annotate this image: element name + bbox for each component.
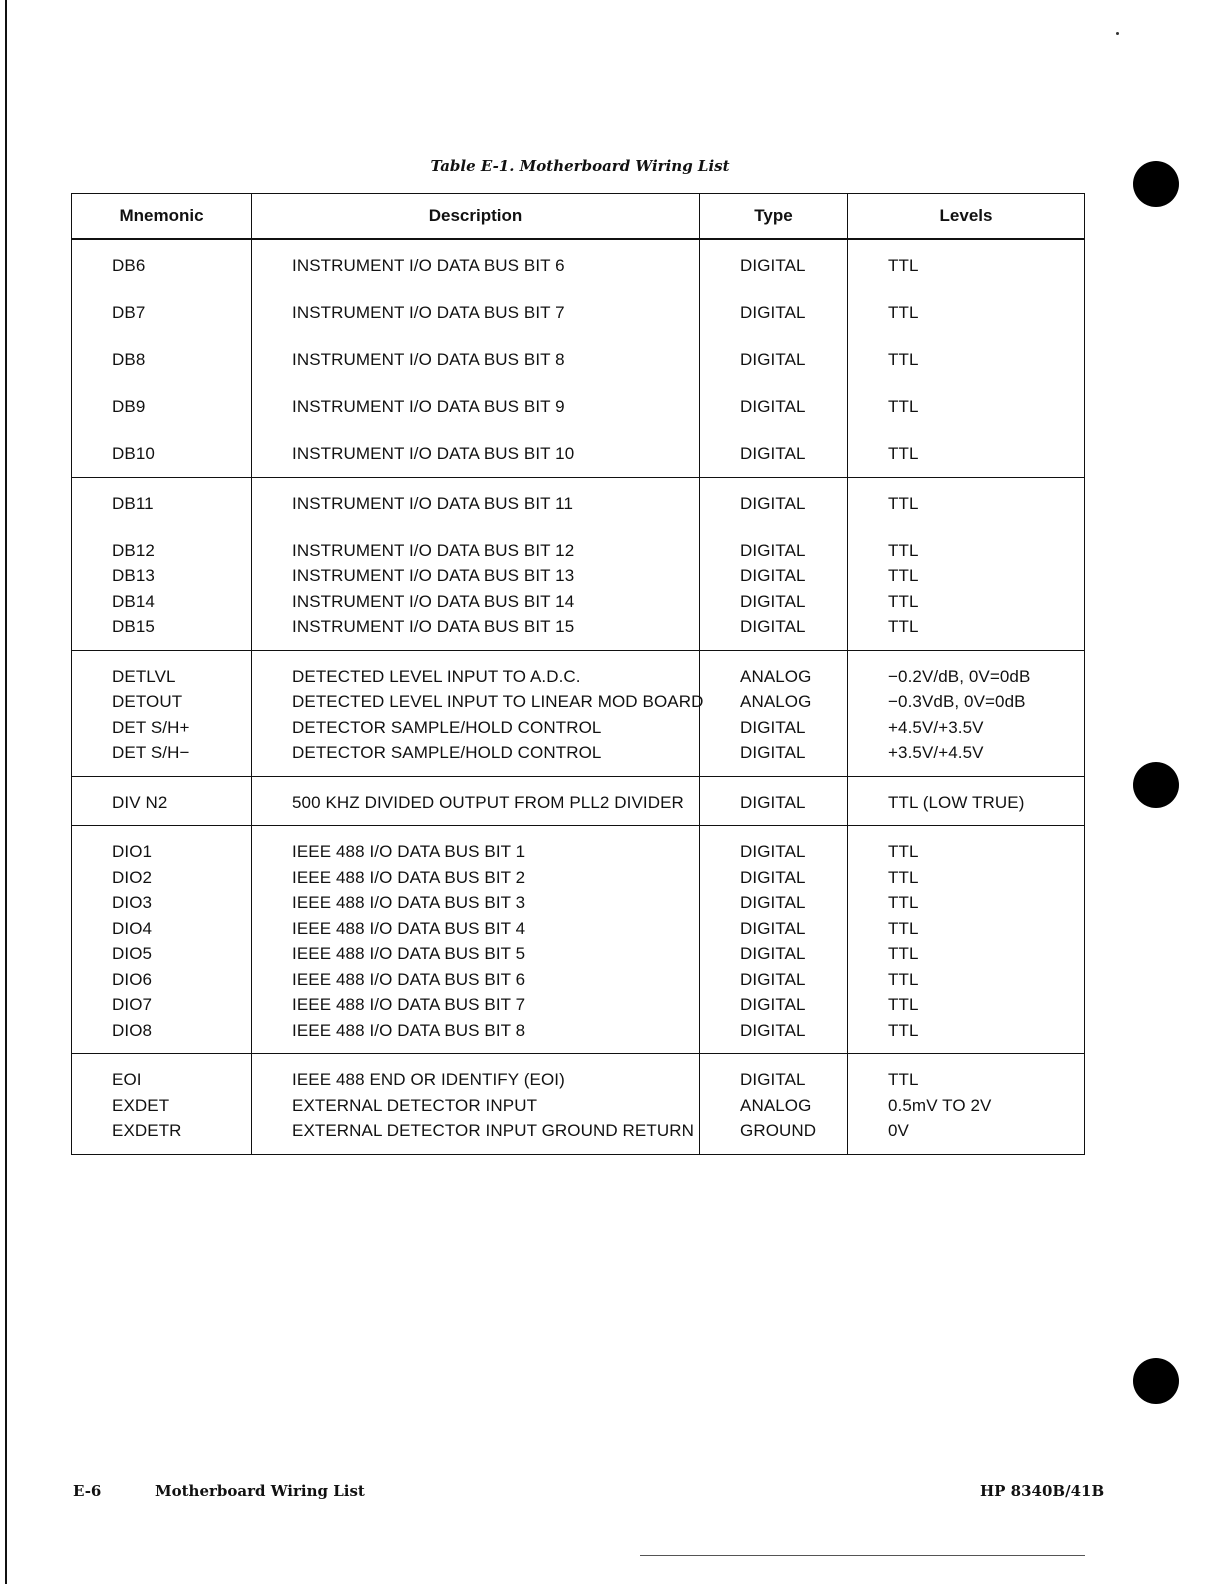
levels-value: TTL bbox=[888, 995, 919, 1014]
description-value: IEEE 488 I/O DATA BUS BIT 6 bbox=[292, 969, 526, 989]
type-value: DIGITAL bbox=[740, 743, 806, 762]
description-value: INSTRUMENT I/O DATA BUS BIT 15 bbox=[292, 617, 575, 636]
mnemonic-cell bbox=[72, 650, 252, 776]
mnemonic-value: DB14 bbox=[112, 591, 155, 611]
mnemonic-value: DB9 bbox=[112, 397, 146, 416]
type-value: DIGITAL bbox=[740, 303, 806, 322]
levels-value: TTL bbox=[888, 397, 919, 416]
header-mnemonic: Mnemonic bbox=[72, 194, 252, 240]
levels-value: TTL bbox=[888, 969, 919, 989]
description-value: INSTRUMENT I/O DATA BUS BIT 10 bbox=[292, 444, 575, 463]
description-value: IEEE 488 END OR IDENTIFY (EOI) bbox=[292, 1070, 565, 1089]
levels-value: TTL bbox=[888, 303, 919, 322]
levels-value: TTL bbox=[888, 944, 919, 963]
description-value: DETECTOR SAMPLE/HOLD CONTROL bbox=[292, 717, 602, 737]
levels-value: 0.5mV TO 2V bbox=[888, 1095, 992, 1115]
description-cell bbox=[252, 239, 700, 477]
mnemonic-cell bbox=[72, 239, 252, 477]
type-value: DIGITAL bbox=[740, 867, 806, 887]
levels-value: TTL bbox=[888, 842, 919, 861]
mnemonic-value: EOI bbox=[112, 1070, 142, 1089]
levels-value: +3.5V/+4.5V bbox=[888, 743, 984, 762]
levels-value: TTL bbox=[888, 1070, 919, 1089]
levels-value: TTL bbox=[888, 256, 919, 275]
type-cell bbox=[700, 477, 848, 650]
levels-cell bbox=[848, 650, 1085, 776]
levels-value: TTL bbox=[888, 444, 919, 463]
levels-value: TTL bbox=[888, 918, 919, 938]
type-value: DIGITAL bbox=[740, 1020, 806, 1040]
footer-section: Motherboard Wiring List bbox=[155, 1482, 365, 1500]
bottom-rule bbox=[640, 1555, 1085, 1556]
wiring-table bbox=[71, 193, 1085, 1155]
type-value: DIGITAL bbox=[740, 944, 806, 963]
table-row-group bbox=[72, 477, 1085, 650]
mnemonic-value: DIO3 bbox=[112, 893, 153, 912]
levels-value: TTL bbox=[888, 566, 919, 585]
table-body bbox=[72, 239, 1085, 1154]
type-value: DIGITAL bbox=[740, 350, 806, 369]
mnemonic-cell bbox=[72, 826, 252, 1054]
levels-cell bbox=[848, 776, 1085, 826]
description-value: DETECTOR SAMPLE/HOLD CONTROL bbox=[292, 743, 602, 762]
type-value: DIGITAL bbox=[740, 617, 806, 636]
levels-value: TTL bbox=[888, 350, 919, 369]
levels-value: −0.2V/dB, 0V=0dB bbox=[888, 666, 1031, 686]
levels-value: TTL bbox=[888, 1020, 919, 1040]
footer-model: HP 8340B/41B bbox=[980, 1482, 1105, 1500]
mnemonic-value: EXDET bbox=[112, 1095, 170, 1115]
description-value: INSTRUMENT I/O DATA BUS BIT 13 bbox=[292, 566, 575, 585]
levels-value: TTL bbox=[888, 617, 919, 636]
type-value: DIGITAL bbox=[740, 444, 806, 463]
levels-value: 0V bbox=[888, 1121, 909, 1140]
mnemonic-value: DB6 bbox=[112, 256, 146, 275]
mnemonic-value: DIO2 bbox=[112, 867, 153, 887]
mnemonic-value: DIO6 bbox=[112, 969, 153, 989]
type-cell bbox=[700, 776, 848, 826]
type-value: DIGITAL bbox=[740, 256, 806, 275]
description-value: INSTRUMENT I/O DATA BUS BIT 11 bbox=[292, 493, 574, 513]
header-description: Description bbox=[252, 194, 700, 240]
type-cell bbox=[700, 239, 848, 477]
description-value: INSTRUMENT I/O DATA BUS BIT 8 bbox=[292, 350, 565, 369]
mnemonic-value: DB8 bbox=[112, 350, 146, 369]
type-value: ANALOG bbox=[740, 692, 812, 711]
levels-value: TTL bbox=[888, 867, 919, 887]
description-value: IEEE 488 I/O DATA BUS BIT 4 bbox=[292, 918, 526, 938]
mnemonic-cell bbox=[72, 477, 252, 650]
type-value: DIGITAL bbox=[740, 842, 806, 861]
description-cell bbox=[252, 776, 700, 826]
table-title: Table E-1. Motherboard Wiring List bbox=[430, 157, 730, 175]
mnemonic-value: DB10 bbox=[112, 444, 155, 463]
type-value: DIGITAL bbox=[740, 540, 806, 560]
description-value: IEEE 488 I/O DATA BUS BIT 8 bbox=[292, 1020, 526, 1040]
levels-cell bbox=[848, 239, 1085, 477]
mnemonic-value: DIO4 bbox=[112, 918, 153, 938]
levels-value: TTL (LOW TRUE) bbox=[888, 792, 1025, 812]
type-value: ANALOG bbox=[740, 666, 812, 686]
type-value: DIGITAL bbox=[740, 893, 806, 912]
mnemonic-value: DB7 bbox=[112, 303, 146, 322]
mnemonic-value: DET S/H− bbox=[112, 743, 190, 762]
description-value: INSTRUMENT I/O DATA BUS BIT 9 bbox=[292, 397, 565, 416]
header-levels: Levels bbox=[848, 194, 1085, 240]
type-value: DIGITAL bbox=[740, 1070, 806, 1089]
mnemonic-value: DIV N2 bbox=[112, 792, 168, 812]
table-row-group bbox=[72, 650, 1085, 776]
mnemonic-value: DIO5 bbox=[112, 944, 153, 963]
type-value: DIGITAL bbox=[740, 969, 806, 989]
type-cell bbox=[700, 1054, 848, 1155]
table-row-group bbox=[72, 826, 1085, 1054]
levels-value: TTL bbox=[888, 893, 919, 912]
mnemonic-value: DETLVL bbox=[112, 666, 176, 686]
header-row bbox=[72, 194, 1085, 240]
description-value: INSTRUMENT I/O DATA BUS BIT 12 bbox=[292, 540, 575, 560]
binder-hole bbox=[1133, 1358, 1179, 1404]
mnemonic-value: DB15 bbox=[112, 617, 155, 636]
description-value: IEEE 488 I/O DATA BUS BIT 7 bbox=[292, 995, 526, 1014]
type-value: DIGITAL bbox=[740, 918, 806, 938]
type-value: DIGITAL bbox=[740, 995, 806, 1014]
type-value: DIGITAL bbox=[740, 493, 806, 513]
type-value: DIGITAL bbox=[740, 566, 806, 585]
description-value: DETECTED LEVEL INPUT TO A.D.C. bbox=[292, 666, 581, 686]
type-value: DIGITAL bbox=[740, 397, 806, 416]
description-value: IEEE 488 I/O DATA BUS BIT 2 bbox=[292, 867, 526, 887]
mnemonic-value: DB12 bbox=[112, 540, 155, 560]
type-cell bbox=[700, 650, 848, 776]
type-cell bbox=[700, 826, 848, 1054]
description-value: IEEE 488 I/O DATA BUS BIT 3 bbox=[292, 893, 526, 912]
levels-value: +4.5V/+3.5V bbox=[888, 717, 984, 737]
type-value: GROUND bbox=[740, 1121, 817, 1140]
description-cell bbox=[252, 477, 700, 650]
levels-value: TTL bbox=[888, 493, 919, 513]
description-cell bbox=[252, 1054, 700, 1155]
levels-cell bbox=[848, 477, 1085, 650]
type-value: ANALOG bbox=[740, 1095, 812, 1115]
mnemonic-cell bbox=[72, 776, 252, 826]
binder-hole bbox=[1133, 762, 1179, 808]
description-value: IEEE 488 I/O DATA BUS BIT 1 bbox=[292, 842, 526, 861]
mnemonic-value: DETOUT bbox=[112, 692, 183, 711]
table-row-group bbox=[72, 1054, 1085, 1155]
description-cell bbox=[252, 650, 704, 776]
levels-cell bbox=[848, 826, 1085, 1054]
description-value: 500 KHZ DIVIDED OUTPUT FROM PLL2 DIVIDER bbox=[292, 792, 684, 812]
type-value: DIGITAL bbox=[740, 717, 806, 737]
description-value: INSTRUMENT I/O DATA BUS BIT 14 bbox=[292, 591, 575, 611]
description-value: DETECTED LEVEL INPUT TO LINEAR MOD BOARD bbox=[292, 692, 704, 711]
description-value: INSTRUMENT I/O DATA BUS BIT 6 bbox=[292, 256, 565, 275]
description-value: EXTERNAL DETECTOR INPUT GROUND RETURN bbox=[292, 1121, 694, 1140]
mnemonic-value: DET S/H+ bbox=[112, 717, 190, 737]
mnemonic-value: DIO1 bbox=[112, 842, 153, 861]
type-value: DIGITAL bbox=[740, 591, 806, 611]
type-value: DIGITAL bbox=[740, 792, 806, 812]
mnemonic-value: DB13 bbox=[112, 566, 155, 585]
mnemonic-cell bbox=[72, 1054, 252, 1155]
description-value: IEEE 488 I/O DATA BUS BIT 5 bbox=[292, 944, 526, 963]
description-cell bbox=[252, 826, 700, 1054]
mnemonic-value: EXDETR bbox=[112, 1121, 182, 1140]
mnemonic-value: DIO8 bbox=[112, 1020, 153, 1040]
levels-value: TTL bbox=[888, 591, 919, 611]
table-row-group bbox=[72, 776, 1085, 826]
levels-value: −0.3VdB, 0V=0dB bbox=[888, 692, 1026, 711]
header-type: Type bbox=[700, 194, 848, 240]
mnemonic-value: DIO7 bbox=[112, 995, 153, 1014]
table-row-group bbox=[72, 239, 1085, 477]
levels-cell bbox=[848, 1054, 1085, 1155]
levels-value: TTL bbox=[888, 540, 919, 560]
page-edge-line bbox=[5, 0, 7, 1584]
scan-speck bbox=[1116, 32, 1119, 35]
footer-page-number: E-6 bbox=[73, 1482, 102, 1500]
description-value: EXTERNAL DETECTOR INPUT bbox=[292, 1095, 538, 1115]
description-value: INSTRUMENT I/O DATA BUS BIT 7 bbox=[292, 303, 565, 322]
mnemonic-value: DB11 bbox=[112, 493, 154, 513]
